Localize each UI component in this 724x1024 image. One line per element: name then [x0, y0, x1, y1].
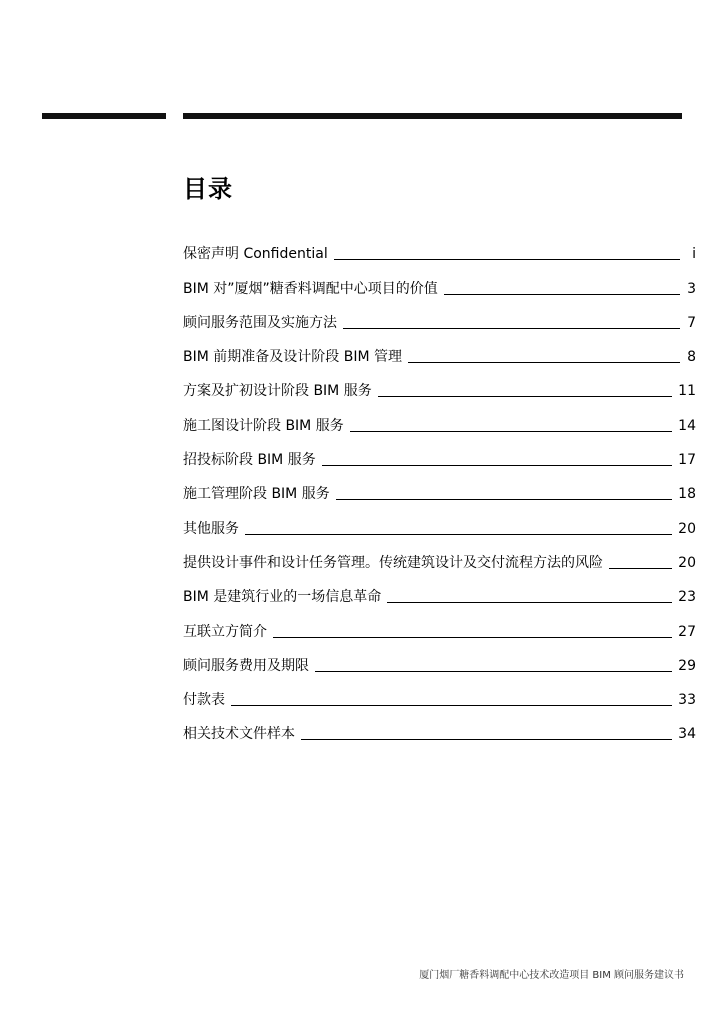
toc-entry-label: 方案及扩初设计阶段 BIM 服务	[183, 383, 372, 400]
toc-entry-page: 34	[678, 726, 696, 743]
toc-leader-line	[609, 568, 672, 569]
toc-entry-label: BIM 对”厦烟”糖香料调配中心项目的价值	[183, 280, 438, 297]
toc-leader-line	[343, 328, 680, 329]
toc-entry-label: 施工图设计阶段 BIM 服务	[183, 417, 344, 434]
toc-entry-page: 14	[678, 417, 696, 434]
toc-entry-page: 27	[678, 623, 696, 640]
toc-entry[interactable]	[183, 709, 696, 743]
toc-entry-label: 招投标阶段 BIM 服务	[183, 452, 316, 469]
toc-leader-line	[301, 739, 672, 740]
toc-entry-label: 保密声明 Confidential	[183, 246, 328, 263]
toc-entry-label: 其他服务	[183, 520, 239, 537]
toc-leader-line	[378, 396, 672, 397]
toc-entry-page: 7	[687, 314, 696, 331]
toc-title: 目录	[183, 175, 233, 203]
toc-entry[interactable]	[183, 469, 696, 503]
toc-entry[interactable]	[183, 332, 696, 366]
toc-entry[interactable]	[183, 572, 696, 606]
toc-entry[interactable]	[183, 538, 696, 572]
toc-entry-label: 付款表	[183, 692, 225, 709]
toc-leader-line	[444, 294, 680, 295]
header-rule-right	[183, 113, 682, 119]
table-of-contents	[183, 229, 696, 743]
toc-entry-label: BIM 前期准备及设计阶段 BIM 管理	[183, 349, 402, 366]
toc-entry[interactable]	[183, 503, 696, 537]
toc-entry[interactable]	[183, 435, 696, 469]
toc-leader-line	[273, 637, 672, 638]
header-rule-left	[42, 113, 166, 119]
toc-entry-page: 20	[678, 554, 696, 571]
toc-entry-page: 18	[678, 486, 696, 503]
toc-leader-line	[245, 534, 672, 535]
toc-entry-page: 17	[678, 452, 696, 469]
toc-entry[interactable]	[183, 366, 696, 400]
toc-entry-page: 29	[678, 657, 696, 674]
toc-entry-page: 3	[687, 280, 696, 297]
toc-leader-line	[231, 705, 672, 706]
toc-entry-page: 20	[678, 520, 696, 537]
toc-entry[interactable]	[183, 400, 696, 434]
toc-entry-label: BIM 是建筑行业的一场信息革命	[183, 589, 382, 606]
toc-entry[interactable]	[183, 298, 696, 332]
toc-entry[interactable]	[183, 606, 696, 640]
toc-leader-line	[350, 431, 672, 432]
toc-entry-page: 23	[678, 589, 696, 606]
toc-entry-label: 顾问服务费用及期限	[183, 657, 309, 674]
toc-leader-line	[315, 671, 672, 672]
toc-leader-line	[334, 259, 680, 260]
toc-entry[interactable]	[183, 641, 696, 675]
toc-leader-line	[408, 362, 680, 363]
toc-entry-page: 8	[687, 349, 696, 366]
toc-entry-page: i	[692, 246, 696, 263]
toc-leader-line	[387, 602, 672, 603]
toc-entry-page: 33	[678, 692, 696, 709]
toc-entry-label: 互联立方简介	[183, 623, 267, 640]
toc-leader-line	[336, 499, 672, 500]
toc-entry-label: 提供设计事件和设计任务管理。传统建筑设计及交付流程方法的风险	[183, 554, 603, 571]
toc-entry-label: 相关技术文件样本	[183, 726, 295, 743]
toc-entry-label: 施工管理阶段 BIM 服务	[183, 486, 330, 503]
toc-entry[interactable]	[183, 229, 696, 263]
toc-entry-page: 11	[678, 383, 696, 400]
toc-entry-label: 顾问服务范围及实施方法	[183, 314, 337, 331]
page-footer: 厦门烟厂糖香料调配中心技术改造项目 BIM 顾问服务建议书	[419, 970, 684, 981]
toc-entry[interactable]	[183, 675, 696, 709]
toc-entry[interactable]	[183, 263, 696, 297]
toc-leader-line	[322, 465, 672, 466]
